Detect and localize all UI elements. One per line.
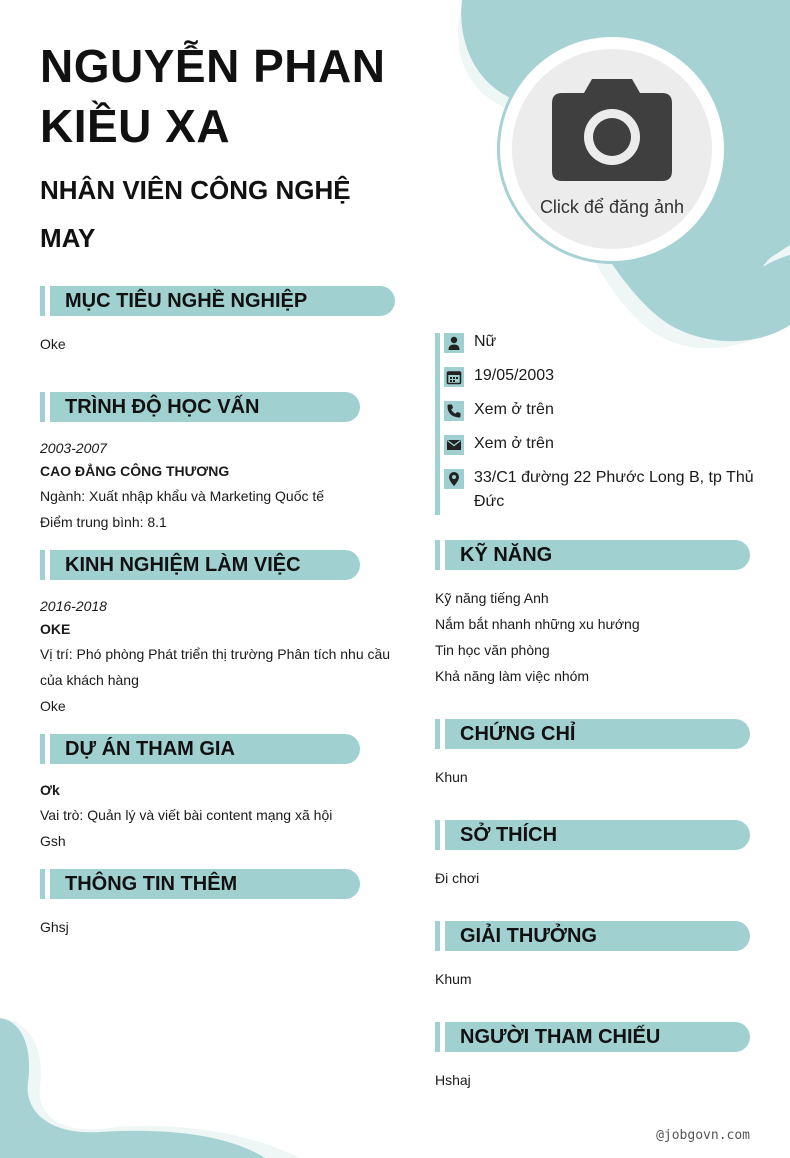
calendar-icon [444, 367, 464, 387]
section-title-education: TRÌNH ĐỘ HỌC VẤN [65, 396, 260, 418]
section-header-objective [40, 286, 395, 316]
section-title-experience: KINH NGHIỆM LÀM VIỆC [65, 554, 301, 576]
project-description[interactable]: Gsh [40, 833, 66, 849]
section-header-education [40, 392, 360, 422]
section-bar [435, 921, 440, 951]
contact-phone[interactable]: Xem ở trên [474, 401, 554, 418]
section-bar [40, 869, 45, 899]
education-gpa[interactable]: Điểm trung bình: 8.1 [40, 514, 167, 530]
section-title-references: NGƯỜI THAM CHIẾU [460, 1026, 661, 1048]
section-header-skills [435, 540, 750, 570]
certificates-text[interactable]: Khun [435, 769, 468, 785]
contact-email[interactable]: Xem ở trên [474, 435, 554, 452]
experience-position-cont[interactable]: của khách hàng [40, 672, 139, 688]
education-period[interactable]: 2003-2007 [40, 440, 107, 456]
experience-position[interactable]: Vị trí: Phó phòng Phát triển thị trường Phân tích nhu cầu [40, 646, 391, 662]
section-title-objective: MỤC TIÊU NGHỀ NGHIỆP [65, 290, 308, 312]
section-title-certificates: CHỨNG CHỈ [460, 723, 576, 745]
section-bar [435, 1022, 440, 1052]
contact-gender[interactable]: Nữ [474, 333, 497, 350]
section-title-hobbies: SỞ THÍCH [460, 824, 558, 846]
avatar-upload[interactable] [500, 37, 724, 261]
section-bar [40, 550, 45, 580]
objective-text[interactable]: Oke [40, 336, 66, 352]
watermark: @jobgovn.com [656, 1128, 750, 1143]
job-title[interactable]: NHÂN VIÊN CÔNG NGHỆ MAY [40, 175, 351, 253]
references-text[interactable]: Hshaj [435, 1072, 471, 1088]
contact-birthday[interactable]: 19/05/2003 [474, 367, 555, 384]
bottom-left-blob [0, 1010, 330, 1158]
avatar-upload-label: Click để đăng ảnh [539, 197, 685, 217]
experience-description[interactable]: Oke [40, 698, 66, 714]
person-icon [444, 333, 464, 353]
contact-divider [435, 333, 440, 515]
section-header-references [435, 1022, 750, 1052]
additional-text[interactable]: Ghsj [40, 919, 69, 935]
mail-icon [444, 435, 464, 455]
section-title-additional: THÔNG TIN THÊM [65, 873, 238, 895]
contact-address[interactable]: 33/C1 đường 22 Phước Long B, tp Thủ [474, 469, 754, 486]
section-header-additional [40, 869, 360, 899]
section-bar [435, 540, 440, 570]
education-school[interactable]: CAO ĐẲNG CÔNG THƯƠNG [40, 463, 230, 479]
section-header-projects [40, 734, 360, 764]
project-name[interactable]: Ơk [40, 782, 60, 798]
section-header-awards [435, 921, 750, 951]
section-title-skills: KỸ NĂNG [460, 544, 553, 566]
section-bar [40, 286, 45, 316]
skill-item[interactable]: Khả năng làm việc nhóm [435, 668, 590, 684]
experience-period[interactable]: 2016-2018 [40, 598, 107, 614]
section-bar [435, 719, 440, 749]
section-title-projects: DỰ ÁN THAM GIA [65, 738, 235, 760]
awards-text[interactable]: Khum [435, 971, 472, 987]
section-title-awards: GIẢI THƯỞNG [460, 925, 597, 947]
avatar-placeholder[interactable] [512, 49, 712, 249]
section-header-hobbies [435, 820, 750, 850]
location-pin-icon [444, 469, 464, 489]
section-header-certificates [435, 719, 750, 749]
phone-icon [444, 401, 464, 421]
skill-item[interactable]: Tin học văn phòng [435, 642, 550, 658]
project-role[interactable]: Vai trò: Quản lý và viết bài content mạng xã hội [40, 807, 333, 823]
section-header-experience [40, 550, 360, 580]
skill-item[interactable]: Kỹ năng tiếng Anh [435, 590, 549, 606]
candidate-name[interactable]: NGUYỄN PHAN KIỀU XA [40, 40, 386, 152]
hobbies-text[interactable]: Đi chơi [435, 870, 480, 886]
experience-company[interactable]: OKE [40, 621, 71, 637]
contact-address-cont[interactable]: Đức [474, 493, 505, 510]
camera-icon [552, 77, 672, 181]
education-major[interactable]: Ngành: Xuất nhập khẩu và Marketing Quốc tế [40, 488, 325, 504]
section-bar [40, 392, 45, 422]
skill-item[interactable]: Nắm bắt nhanh những xu hướng [435, 616, 640, 632]
section-bar [435, 820, 440, 850]
section-bar [40, 734, 45, 764]
